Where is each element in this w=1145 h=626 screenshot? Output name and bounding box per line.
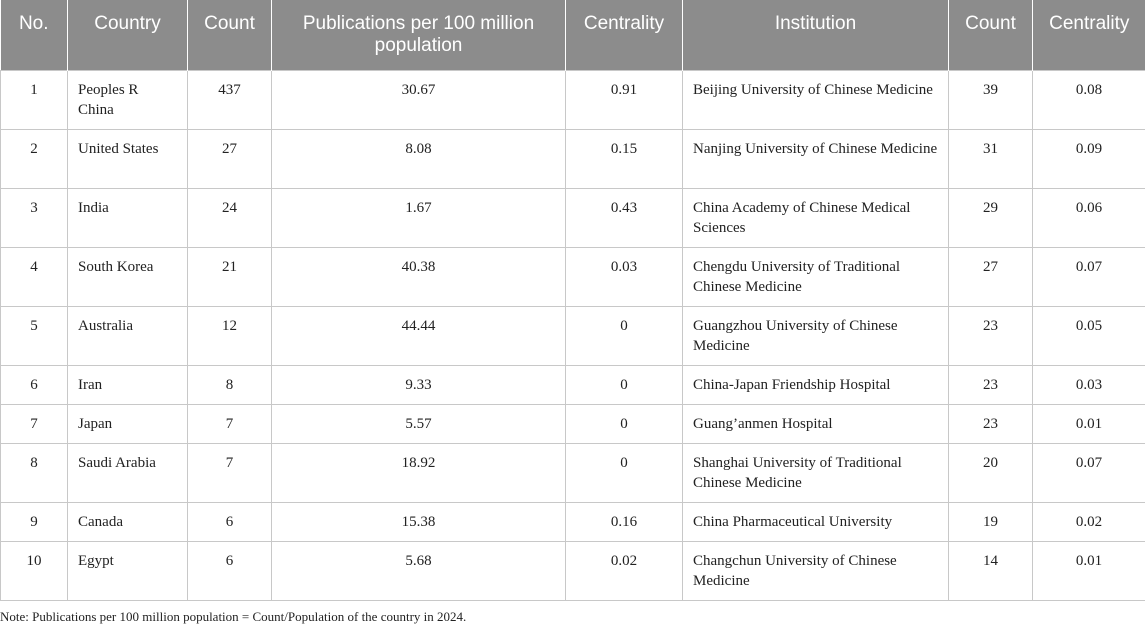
cell-count: 27	[188, 130, 272, 189]
cell-centrality: 0	[566, 366, 683, 405]
cell-no: 4	[1, 248, 68, 307]
cell-centrality: 0.02	[566, 542, 683, 601]
cell-publications: 5.68	[272, 542, 566, 601]
cell-country: India	[68, 189, 188, 248]
cell-institution-count: 20	[949, 444, 1033, 503]
cell-institution-count: 23	[949, 366, 1033, 405]
cell-publications: 1.67	[272, 189, 566, 248]
cell-publications: 30.67	[272, 71, 566, 130]
table-row	[1, 307, 1145, 366]
cell-institution-count: 19	[949, 503, 1033, 542]
cell-country: Peoples R China	[68, 71, 188, 130]
cell-no: 2	[1, 130, 68, 189]
cell-country: Saudi Arabia	[68, 444, 188, 503]
cell-institution: Shanghai University of Traditional Chinese Medicine	[683, 444, 949, 503]
cell-no: 10	[1, 542, 68, 601]
cell-count: 6	[188, 542, 272, 601]
cell-country: United States	[68, 130, 188, 189]
cell-institution-count: 39	[949, 71, 1033, 130]
cell-institution-centrality: 0.09	[1033, 130, 1145, 189]
cell-count: 21	[188, 248, 272, 307]
cell-count: 6	[188, 503, 272, 542]
table-row	[1, 71, 1145, 130]
cell-country: Australia	[68, 307, 188, 366]
cell-publications: 8.08	[272, 130, 566, 189]
cell-institution-count: 27	[949, 248, 1033, 307]
cell-no: 8	[1, 444, 68, 503]
cell-count: 8	[188, 366, 272, 405]
cell-institution: Changchun University of Chinese Medicine	[683, 542, 949, 601]
cell-country: Egypt	[68, 542, 188, 601]
cell-institution-centrality: 0.07	[1033, 444, 1145, 503]
cell-institution-count: 29	[949, 189, 1033, 248]
cell-institution: Guang’anmen Hospital	[683, 405, 949, 444]
header-row	[1, 0, 1145, 71]
header-institution-count: Count	[949, 0, 1033, 71]
table-row	[1, 248, 1145, 307]
cell-publications: 9.33	[272, 366, 566, 405]
table-row	[1, 189, 1145, 248]
cell-institution: Guangzhou University of Chinese Medicine	[683, 307, 949, 366]
cell-institution-count: 23	[949, 405, 1033, 444]
cell-centrality: 0.43	[566, 189, 683, 248]
header-country: Country	[68, 0, 188, 71]
cell-publications: 40.38	[272, 248, 566, 307]
cell-centrality: 0.91	[566, 71, 683, 130]
cell-publications: 15.38	[272, 503, 566, 542]
header-centrality: Centrality	[566, 0, 683, 71]
cell-count: 7	[188, 405, 272, 444]
cell-institution-count: 31	[949, 130, 1033, 189]
cell-centrality: 0	[566, 307, 683, 366]
cell-count: 12	[188, 307, 272, 366]
table-row	[1, 366, 1145, 405]
cell-count: 437	[188, 71, 272, 130]
cell-institution-centrality: 0.06	[1033, 189, 1145, 248]
cell-institution-centrality: 0.08	[1033, 71, 1145, 130]
table-row	[1, 405, 1145, 444]
cell-institution-centrality: 0.01	[1033, 405, 1145, 444]
cell-institution-centrality: 0.07	[1033, 248, 1145, 307]
cell-centrality: 0.03	[566, 248, 683, 307]
cell-publications: 18.92	[272, 444, 566, 503]
cell-institution: China Pharmaceutical University	[683, 503, 949, 542]
cell-institution-count: 23	[949, 307, 1033, 366]
table-row	[1, 503, 1145, 542]
cell-count: 24	[188, 189, 272, 248]
cell-no: 6	[1, 366, 68, 405]
table-note: Note: Publications per 100 million population = Count/Population of the country in 2024.	[0, 609, 467, 624]
cell-country: Canada	[68, 503, 188, 542]
header-publications: Publications per 100 million population	[272, 0, 566, 71]
header-institution: Institution	[683, 0, 949, 71]
cell-institution-count: 14	[949, 542, 1033, 601]
cell-no: 9	[1, 503, 68, 542]
table-row	[1, 542, 1145, 601]
cell-publications: 5.57	[272, 405, 566, 444]
cell-institution-centrality: 0.03	[1033, 366, 1145, 405]
cell-no: 1	[1, 71, 68, 130]
cell-institution: China-Japan Friendship Hospital	[683, 366, 949, 405]
cell-centrality: 0	[566, 444, 683, 503]
cell-institution: Beijing University of Chinese Medicine	[683, 71, 949, 130]
header-institution-centrality: Centrality	[1033, 0, 1145, 71]
cell-institution: China Academy of Chinese Medical Sciences	[683, 189, 949, 248]
cell-institution-centrality: 0.05	[1033, 307, 1145, 366]
cell-institution: Nanjing University of Chinese Medicine	[683, 130, 949, 189]
cell-country: Iran	[68, 366, 188, 405]
cell-country: Japan	[68, 405, 188, 444]
header-no: No.	[1, 0, 68, 71]
table-row	[1, 444, 1145, 503]
cell-country: South Korea	[68, 248, 188, 307]
header-count: Count	[188, 0, 272, 71]
cell-institution: Chengdu University of Traditional Chinese Medicine	[683, 248, 949, 307]
cell-centrality: 0.16	[566, 503, 683, 542]
cell-centrality: 0.15	[566, 130, 683, 189]
cell-centrality: 0	[566, 405, 683, 444]
cell-no: 3	[1, 189, 68, 248]
cell-no: 5	[1, 307, 68, 366]
cell-institution-centrality: 0.02	[1033, 503, 1145, 542]
cell-count: 7	[188, 444, 272, 503]
cell-institution-centrality: 0.01	[1033, 542, 1145, 601]
table-row	[1, 130, 1145, 189]
cell-publications: 44.44	[272, 307, 566, 366]
cell-no: 7	[1, 405, 68, 444]
